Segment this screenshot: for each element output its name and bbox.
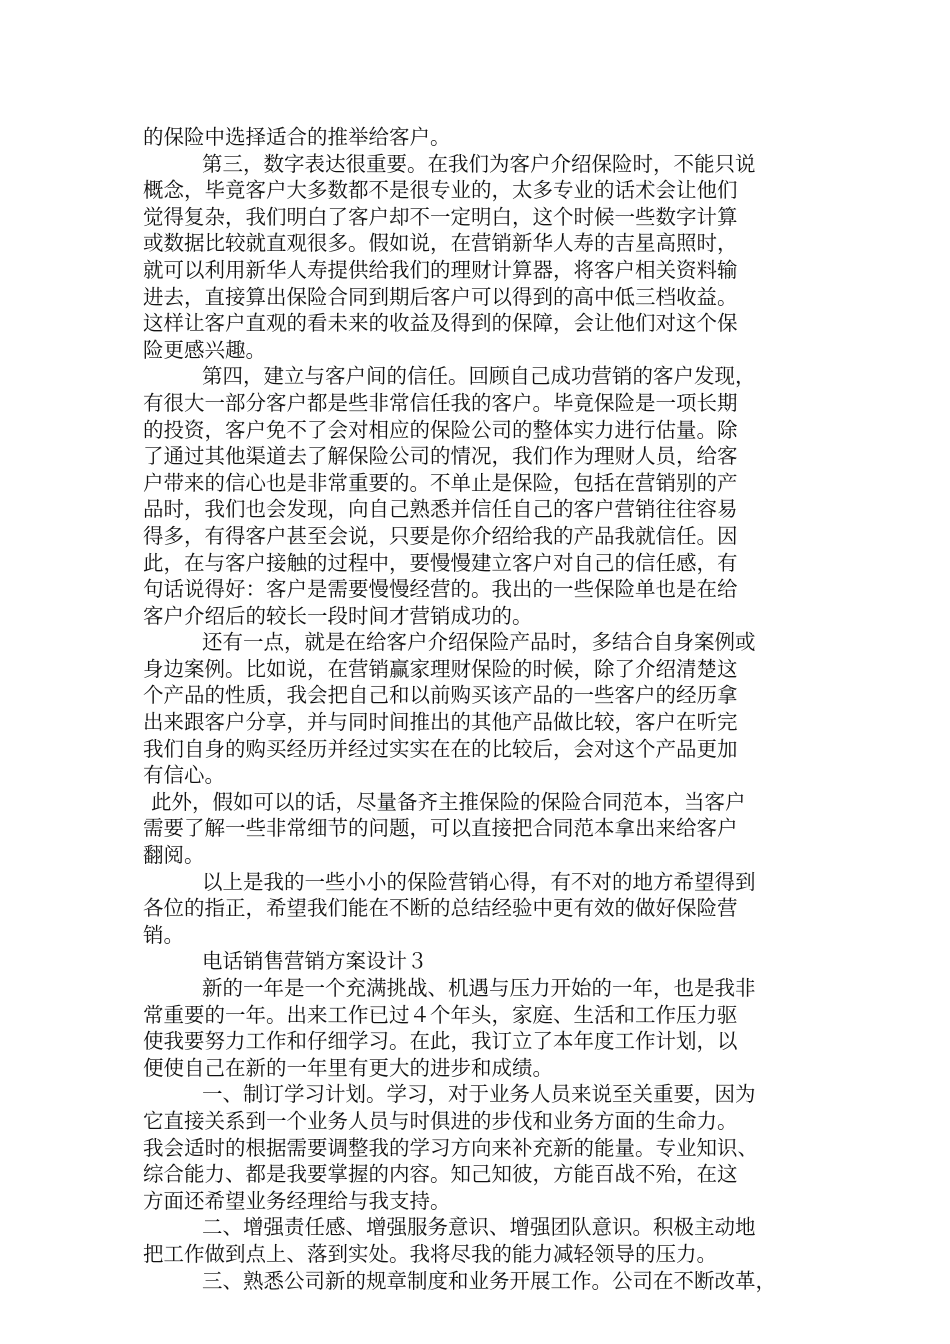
text-line: 综合能力、都是我要掌握的内容。知己知彼，方能百战不殆，在这 (143, 1162, 738, 1187)
text-line: 第四，建立与客户间的信任。回顾自己成功营销的客户发现， (202, 364, 756, 389)
text-line: 或数据比较就直观很多。假如说，在营销新华人寿的吉星高照时， (143, 231, 738, 256)
text-line: 常重要的一年。出来工作已过４个年头，家庭、生活和工作压力驱 (143, 1002, 738, 1027)
text-line: 还有一点，就是在给客户介绍保险产品时，多结合自身案例或 (202, 630, 756, 655)
text-line: 三、熟悉公司新的规章制度和业务开展工作。公司在不断改革， (202, 1268, 776, 1293)
text-line: 个产品的性质，我会把自己和以前购买该产品的一些客户的经历拿 (143, 683, 738, 708)
text-line: 此，在与客户接触的过程中，要慢慢建立客户对自己的信任感，有 (143, 550, 738, 575)
text-line: 新的一年是一个充满挑战、机遇与压力开始的一年，也是我非 (202, 976, 756, 1000)
text-line: 品时，我们也会发现，向自己熟悉并信任自己的客户营销往往容易 (143, 497, 738, 522)
text-line: 出来跟客户分享，并与同时间推出的其他产品做比较，客户在听完 (143, 710, 738, 735)
text-line: 这样让客户直观的看未来的收益及得到的保障，会让他们对这个保 (143, 311, 738, 336)
text-line: 了通过其他渠道去了解保险公司的情况，我们作为理财人员，给客 (143, 444, 738, 469)
text-line: 就可以利用新华人寿提供给我们的理财计算器，将客户相关资料输 (143, 257, 738, 282)
text-line: 句话说得好：客户是需要慢慢经营的。我出的一些保险单也是在给 (143, 577, 738, 602)
text-line: 得多，有得客户甚至会说，只要是你介绍给我的产品我就信任。因 (143, 523, 738, 548)
text-line: 把工作做到点上、落到实处。我将尽我的能力减轻领导的压力。 (143, 1241, 717, 1266)
text-line: 需要了解一些非常细节的问题，可以直接把合同范本拿出来给客户 (143, 816, 738, 841)
text-line: 便使自己在新的一年里有更大的进步和成绩。 (143, 1055, 553, 1080)
text-line: 我们自身的购买经历并经过实实在在的比较后，会对这个产品更加 (143, 736, 738, 761)
text-line: 此外，假如可以的话，尽量备齐主推保险的保险合同范本，当客户 (151, 789, 746, 814)
text-line: 使我要努力工作和仔细学习。在此，我订立了本年度工作计划，以 (143, 1029, 738, 1054)
text-line: 险更感兴趣。 (143, 337, 266, 362)
text-line: 客户介绍后的较长一段时间才营销成功的。 (143, 603, 533, 628)
text-line: 一、制订学习计划。学习，对于业务人员来说至关重要，因为 (202, 1082, 756, 1107)
text-line: 进去，直接算出保险合同到期后客户可以得到的高中低三档收益。 (143, 284, 738, 309)
text-line: 概念，毕竟客户大多数都不是很专业的，太多专业的话术会让他们 (143, 178, 738, 203)
text-line: 我会适时的根据需要调整我的学习方向来补充新的能量。专业知识、 (143, 1135, 758, 1160)
text-line: 户带来的信心也是非常重要的。不单止是保险，包括在营销别的产 (143, 470, 738, 495)
text-line: 翻阅。 (143, 843, 205, 868)
text-line: 的投资，客户免不了会对相应的保险公司的整体实力进行估量。除 (143, 417, 738, 442)
text-line: 有很大一部分客户都是些非常信任我的客户。毕竟保险是一项长期 (143, 390, 738, 415)
text-line: 的保险中选择适合的推举给客户。 (143, 125, 451, 149)
text-line: 方面还希望业务经理给与我支持。 (143, 1188, 451, 1213)
text-line: 第三，数字表达很重要。在我们为客户介绍保险时，不能只说 (202, 151, 756, 176)
text-line: 身边案例。比如说，在营销赢家理财保险的时候，除了介绍清楚这 (143, 656, 738, 681)
text-line: 它直接关系到一个业务人员与时俱进的步伐和业务方面的生命力。 (143, 1108, 738, 1133)
text-line: 销。 (143, 922, 184, 947)
text-line: 电话销售营销方案设计３ (202, 949, 428, 974)
text-line: 有信心。 (143, 763, 225, 788)
document-body-text (143, 124, 813, 1294)
text-line: 二、增强责任感、增强服务意识、增强团队意识。积极主动地 (202, 1215, 756, 1240)
text-line: 觉得复杂，我们明白了客户却不一定明白，这个时候一些数字计算 (143, 204, 738, 229)
text-line: 各位的指正，希望我们能在不断的总结经验中更有效的做好保险营 (143, 896, 738, 921)
text-line: 以上是我的一些小小的保险营销心得，有不对的地方希望得到 (202, 869, 756, 894)
